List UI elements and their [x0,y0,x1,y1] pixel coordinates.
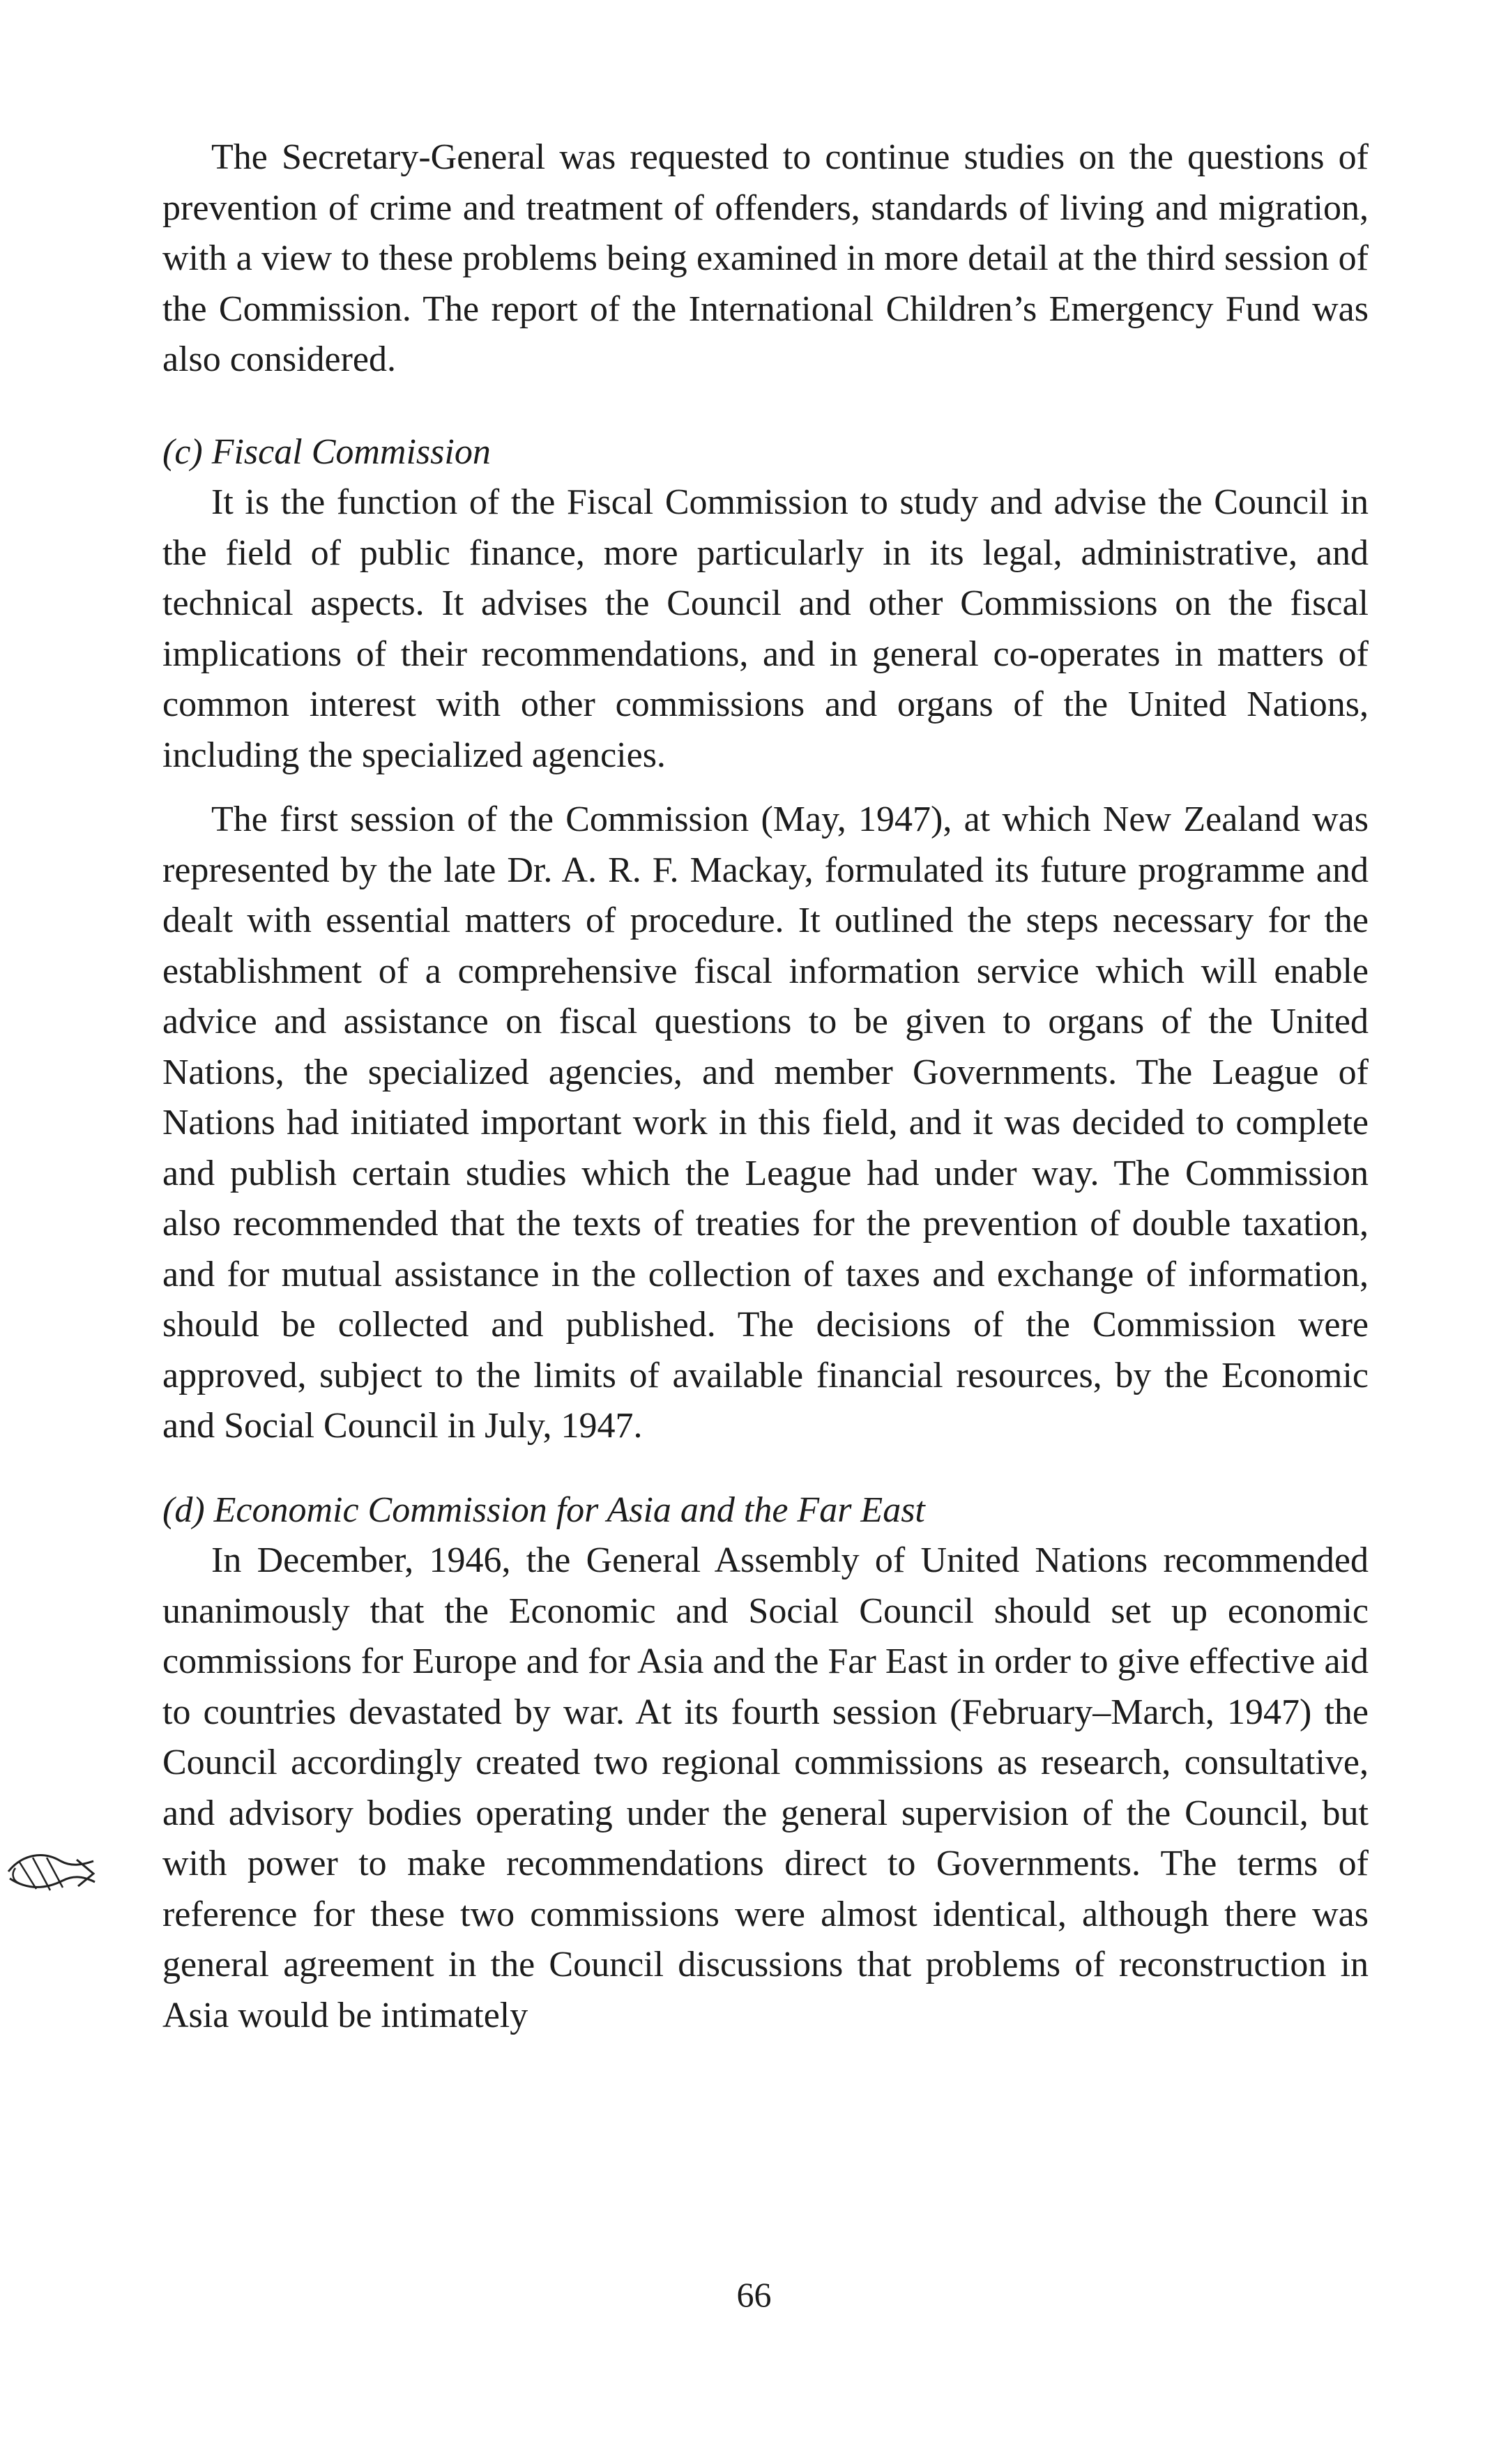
fiscal-commission-paragraph-1: It is the function of the Fiscal Commission to study and advise the Council in the field of public finance, more particularly in its legal, administrative, and technical aspects. It advises the Council and other Commissions on the fiscal implications of their recommendations, and in general co-operates in matters of common interest with other commissions and organs of the United Nations, including the specialized agencies. [162,482,1369,775]
section-heading-economic-commission-asia: (d) Economic Commission for Asia and the Far East [162,1490,925,1530]
handwritten-margin-mark-icon [1,1840,99,1903]
section-economic-commission-asia [162,1485,1369,2042]
section-fiscal-commission [162,427,1369,1452]
page-number: 66 [736,2275,772,2314]
opening-paragraph: The Secretary-General was requested to continue studies on the questions of prevention of crime and treatment of offenders, standards of living and migration, with a view to these problems being examined in more detail at the third session of the Commission. The report of the International Children’s Emergency Fund was also considered. [162,137,1369,379]
fiscal-commission-paragraph-2: The first session of the Commission (May, 1947), at which New Zealand was represented by the late Dr. A. R. F. Mackay, formulated its future programme and dealt with essential matters of procedure. It outlined the steps necessary for the establishment of a comprehensive fiscal information service which will enable advice and assistance on fiscal questions to be given to organs of the United Nations, the specialized agencies, and member Governments. The League of Nations had initiated important work in this field, and it was decided to complete and publish certain studies which the League had under way. The Commission also recommended that the texts of treaties for the prevention of double taxation, and for mutual assistance in the collection of taxes and exchange of information, should be collected and published. The decisions of the Commission were approved, subject to the limits of available financial resources, by the Economic and Social Council in July, 1947. [162,799,1369,1446]
page-body [162,132,1369,2041]
economic-commission-paragraph-1: In December, 1946, the General Assembly of United Nations recommended unanimously that the Economic and Social Council should set up economic commissions for Europe and for Asia and the Far East in order to give effective aid to countries devastated by war. At its fourth session (February–March, 1947) the Council accordingly created two regional commissions as research, consultative, and advisory bodies operating under the general supervision of the Council, but with power to make recommendations direct to Governments. The terms of reference for these two commissions were almost identical, although there was general agreement in the Council discussions that problems of reconstruction in Asia would be intimately [162,1540,1369,2035]
section-heading-fiscal-commission: (c) Fiscal Commission [162,431,491,472]
